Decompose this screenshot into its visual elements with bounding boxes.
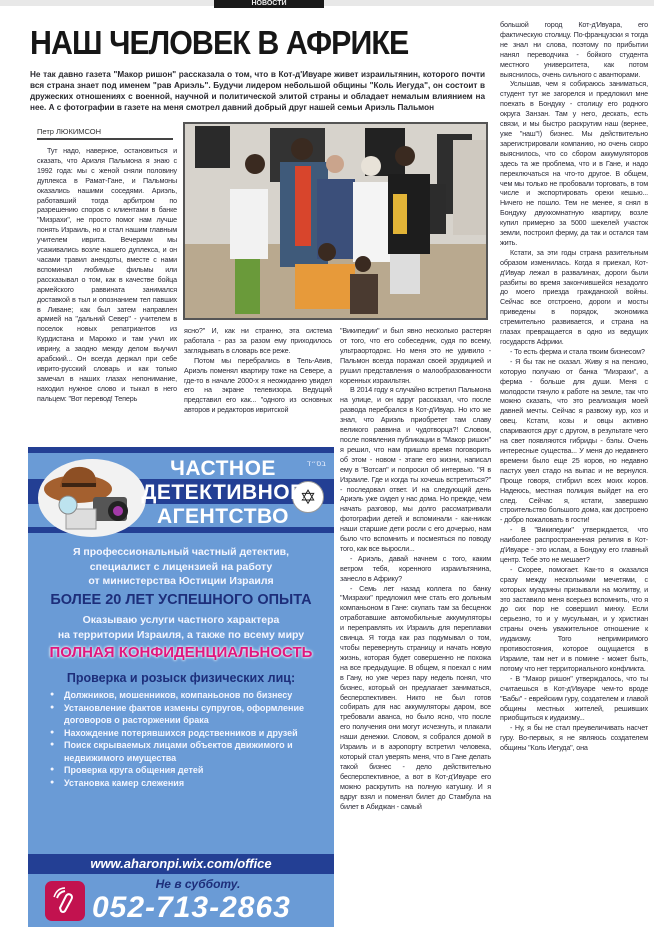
ad-hebrew-mark: בס״ד: [306, 459, 326, 468]
phone-signal-icon: [52, 888, 78, 914]
paragraph: "Википедии" и был явно несколько растерян от того, что его собеседник, судя по всему, ультраортодокс. Но меня это не удивило - Пальмон всегда поражал своей эрудицией и рушил представления о малообразованности коренных израильтян.: [340, 326, 491, 385]
paragraph: Кстати, за эти годы страна разительным образом изменилась. Когда я приехал, Кот-д'Ивуар лежал в развалинах, дороги были разбиты во время закончившейся незадолго до моего приезда гражданской войны. Сейчас все отстроено, дороги и мосты приведены в порядок, экономика стремительно развивается, и страна на глазах превращается в одно из ведущих государств Африки.: [500, 247, 648, 346]
article-byline: Петр ЛЮКИМСОН: [37, 127, 173, 140]
ad-title-line: АГЕНТСТВО: [156, 505, 290, 528]
ad-title-line: ДЕТЕКТИВНОЕ: [141, 481, 305, 504]
paragraph: - Ариэль, давай начнем с того, каким ветром тебя, коренного израильтянина, занесло в Африку?: [340, 553, 491, 583]
ad-experience: БОЛЕЕ 20 ЛЕТ УСПЕШНОГО ОПЫТА: [50, 592, 312, 608]
article-photo: [183, 122, 488, 320]
paragraph: Тут надо, наверное, остановиться и сказать, что Ариэля Пальмона я знаю с 1992 года: мы с женой сняли половину дуплекса в Рамат-Гане, и Пальмоны оказались нашими соседями. Ариэль, работавший тогда арбитром по разрешению споров с клиентами в банке "Мизрахи", не просто помог нам лучше понять Израиль, но и стал нашим главным учителем иврита. Вечерами мы усаживались возле нашего дуплекса, и он часами травил анекдоты, вместе с нами вспоминал любимые фильмы или рассказывал о том, как в качестве бойца армейского раввината занимался доставкой в тыл и опознанием тел павших в Ливане; как был затем направлен армией на "дальний Север" - учителем в поселок новых репатриантов из Курдистана и Марокко и там учил их иврину, а заодно между делом выучил арабский... Он всегда держал при себе иврито-русский словарь и как только замечал в наших глазах непонимание, находил нужное слово и тыкал в него пальцем: "Вот перевод! Теперь: [37, 146, 177, 403]
article-column-3: [340, 326, 491, 926]
section-label: НОВОСТИ: [214, 0, 324, 8]
article-lead: Не так давно газета "Макор ришон" рассказала о том, что в Кот-д'Ивуаре живет израильтянин, которого почти вся страна знает под именем "рав Ариэль". Будучи лидером небольшой общины "Коль Иегуда", он состоит в дружеских отношениях с военной, научной и политической элитой страны и обладает немалым влиянием на нее. А с фотографии в газете на меня смотрел давний добрый друг нашей семьи Ариэль Пальмон: [30, 70, 485, 112]
paragraph: - Ну, я бы не стал преувеличивать насчет гуру. Во-первых, я не являюсь создателем общины "Коль Иегуда", она: [500, 723, 648, 753]
page-top-bar: [0, 0, 654, 6]
phone-icon: [45, 881, 85, 921]
paragraph: Потом мы перебрались в Тель-Авив, Ариэль поменял квартиру тоже на Севере, а где-то в начале 2000-х я неожиданно увидел его на экране телевизора. Ведущий представил его как... "одного из основных авторов и редакторов ивритской: [184, 355, 332, 415]
paragraph: большой город Кот-д'Ивуара, его фактическую столицу. По-французски я тогда не знал ни слова, поэтому по прибытии нанял переводчика - бойкого студента местного университета, как потом выяснилось, очень сильного с авантюрами.: [500, 20, 648, 79]
ad-title-line: ЧАСТНОЕ: [170, 457, 276, 480]
paragraph: - То есть ферма и стала твоим бизнесом?: [510, 346, 645, 356]
ad-intro-line: от министерства Юстиции Израиля: [88, 575, 274, 587]
paragraph: - В "Макор ришон" утверждалось, что ты считаешься в Кот-д'Ивуаре чем-то вроде "Бабы" - еврейским гуру, создателем и главой общины местных жителей, решивших приобщиться к иудаизму...: [500, 673, 648, 723]
ad-intro: [28, 545, 334, 589]
article-column-4: [500, 20, 648, 926]
ad-website-link[interactable]: www.aharonpi.wix.com/office: [28, 854, 334, 874]
ad-title: [128, 457, 318, 529]
star-of-david-icon: ✡: [292, 481, 324, 513]
paragraph: - Я бы так не сказал. Живу я на пенсию, которую получаю от банка "Мизрахи", а ферма - больше для души. Меня с молодости тянуло к работе на земле, так что можно сказать, что это реализация моей давней мечты. Сейчас я развожу кур, коз и овец. Кстати, козы и овцы активно спариваются друг с другом, в результате чего на свет появляются гибриды - бэлы. Очень интересные существа... У меня до недавнего времени было еще 25 коров, но недавно пастух увел стадо на выпас и не вернулся. Проще говоря, стибрил всех моих коров. Надеюсь, местная полиция выйдет на его след. Сейчас я, кстати, завершаю строительство большого дома, как достроено - добро пожаловать в гости!: [500, 356, 648, 525]
ad-intro-line: специалист с лицензией на работу: [89, 560, 273, 573]
paragraph: Услышав, чем я собираюсь заниматься, студент тут же загорелся и предложил мне поехать в Бондуку - столицу его родного округа Занзан. Там у него, дескать, есть связи, и мы быстро раскрутим наш (вернее, уже "наш"!) бизнес. Мы действительно зарегистрировали компанию, но очень скоро выяснилось, что со сбором аккумуляторов здесь та же проблема, что и в Гане, и надо переключаться на что-то другое. В общем, чем мы только не пробовали торговать, в том числе и экспортировать орехи кешью... Ничего не пошло. Тем не менее, я снял в Бондуку двухкомнатную квартиру, возле купил примерно за 5000 шекелей участок земли, построил ферму, да так и остался там жить.: [500, 79, 648, 247]
list-item: ● Должников, мошенников, компаньонов по бизнесу: [50, 689, 330, 702]
list-item: ● Нахождение потерявшихся родственников и друзей: [50, 727, 330, 740]
ad-check-heading: Проверка и розыск физических лиц:: [66, 671, 296, 685]
list-item: ● Установка камер слежения: [50, 777, 330, 790]
article-headline: НАШ ЧЕЛОВЕК В АФРИКЕ: [30, 24, 409, 61]
detective-agency-ad: [28, 447, 334, 927]
paragraph: - Семь лет назад коллега по банку "Мизрахи" предложил мне стать его дольным компаньоном в Гане: скупать там за бесценок отработавшие автомобильные аккумуляторы и переправлять их Израиль для переплавки свинца. Я тогда как раз подумывал о том, чтобы перевернуть страницу и начать новую жизнь, которая будет совершенно не похожа на все предыдущие. В общем, я поехал с ним в Гану, но уже через пару недель понял, что бизнес, который он предлагает заниматься, бесперспективен. Никто не был готов собирать для нас аккумуляторы даром, все требовали аванса, но было ясно, что после его получения они могут исчезнуть, и плакали наши денежки. Словом, я собрался домой в Израиль и в аэропорту встретил человека, который стал уверять меня, что в Гане делать такой бизнес - дело действительно бесперспективное, а вот в Кот-д'Ивуаре его можно раскрутить на полную катушку. И я вдруг взял и поменял билет до Стамбула на билет в Абиджан - самый: [340, 583, 491, 811]
list-item: ● Проверка круга общения детей: [50, 764, 330, 777]
ad-note: Не в субботу.: [155, 877, 241, 891]
ad-confidentiality: ПОЛНАЯ КОНФИДЕНЦИАЛЬНОСТЬ: [49, 644, 313, 661]
ad-services: [28, 613, 334, 642]
article-column-1: [37, 146, 177, 452]
ad-phone-number[interactable]: 052-713-2863: [92, 891, 291, 924]
paragraph: ясно?" И, как ни странно, эта система работала - раз за разом ему приходилось заглядывать в словарь все реже.: [184, 326, 332, 355]
photo-illustration: [185, 124, 486, 318]
list-item: ● Поиск скрываемых лицами объектов движимого и недвижимого имущества: [50, 739, 330, 764]
paragraph: В 2014 году я случайно встретил Пальмона на улице, и он вдруг рассказал, что после развода перебрался в Кот-д'Ивуар. Но кто же знал, что Ариэль приобретет там славу великого раввина и чудотворца?! Словом, после появления публикации в "Макор ришон" я решил, что нам пришло время поговорить об этом - новом - этапе его жизни, написал ему в "Вотсап" и попросил об интервью. "Я в Израиле. Где и когда ты хочешь встретиться?" - последовал ответ. И на следующий день Ариэль уже сидел у нас дома. Но прежде, чем начать разговор, мы долго рассматривали фотографии детей и вспоминали - как-никак наши старшие дети росли с его дочерью, нам было что вспомнить и посмеяться по поводу того, как все выросли...: [340, 385, 491, 553]
list-item: ● Установление фактов измены супругов, оформление договоров о расторжении брака: [50, 702, 330, 727]
ad-services-line: на территории Израиля, а также по всему миру: [57, 628, 305, 641]
ad-services-list: [50, 689, 330, 789]
ad-top-strip: [28, 447, 334, 453]
paragraph: - В "Википедии" утверждается, что наиболее распространенная религия в Кот-д'Ивуаре - это ислам, а Бондуку его главный центр. Тебе это не мешает?: [500, 525, 648, 564]
ad-services-line: Оказываю услуги частного характера: [82, 614, 280, 626]
paragraph: - Скорее, помогает. Как-то я оказался сразу между несколькими мечетями, с которых муэдзины призывали на молитву, и это заставило меня всерьез вспомнить, что я до сих пор не совершил минху. Если серьезно, то и у мусульман, и у христиан страны очень уважительное отношение к иудаизму. Того непримиримого противостояния, которое ощущается в Израиле, там нет и в помине - может быть, потому что нет территориального конфликта.: [500, 564, 648, 673]
ad-intro-line: Я профессиональный частный детектив,: [72, 546, 290, 558]
article-column-2: [184, 326, 332, 415]
